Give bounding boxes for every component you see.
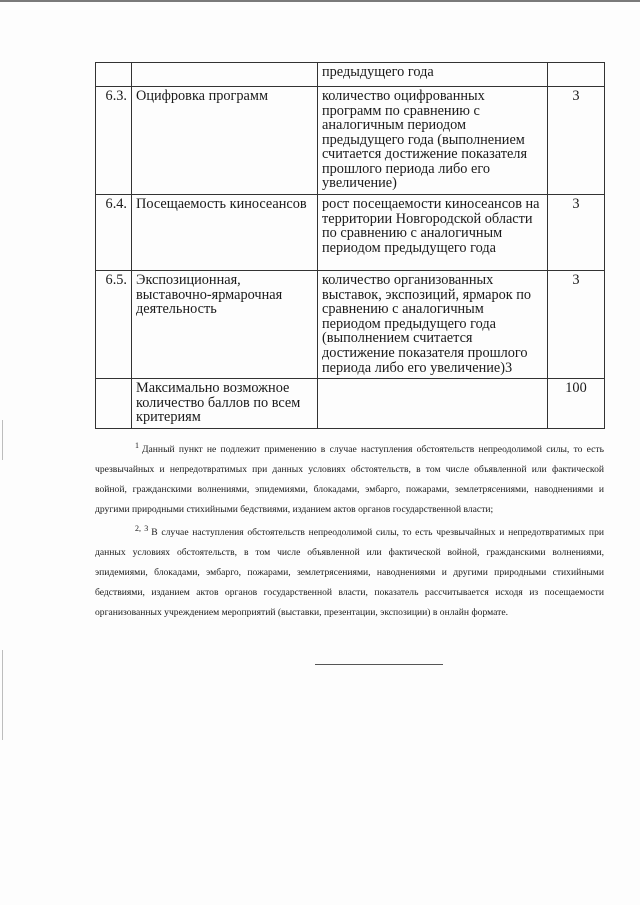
row-number (96, 63, 132, 87)
row-number: 6.5. (96, 271, 132, 379)
criterion-score: 100 (548, 379, 605, 429)
table-row-total (96, 379, 605, 429)
footnotes (95, 438, 604, 623)
criterion-description: количество оцифрованных программ по сравнению с аналогичным периодом предыдущего года (выполнением считается достижение показателя прошлого периода либо его увеличение) (318, 87, 548, 195)
criterion-description: рост посещаемости киносеансов на территории Новгородской области по сравнению с аналогичным периодом предыдущего года (318, 195, 548, 271)
row-number: 6.4. (96, 195, 132, 271)
footnote-text: В случае наступления обстоятельств непреодолимой силы, то есть чрезвычайных и непредотвратимых при данных условиях обстоятельств, в том числе объявленной или фактической войной, гражданскими волнениями, эпидемиями, блокадами, эмбарго, пожарами, землетрясениями, наводнениями и другими природными стихийными бедствиями, изданием актов органов государственной власти, показатель рассчитывается исходя из посещаемости организованных учреждением мероприятий (выставки, презентации, экспозиции) в онлайн формате. (95, 526, 605, 619)
table-row (96, 271, 605, 379)
criterion-description: предыдущего года (318, 63, 548, 87)
criterion-name: Оцифровка программ (132, 87, 318, 195)
footnote (95, 521, 604, 624)
table-row (96, 63, 605, 87)
end-separator-line (315, 664, 443, 665)
criterion-score: 3 (548, 271, 605, 379)
scan-top-edge (0, 0, 640, 2)
footnote (95, 438, 604, 521)
table-row (96, 195, 605, 271)
criterion-score: 3 (548, 195, 605, 271)
criterion-name: Посещаемость киносеансов (132, 195, 318, 271)
row-number: 6.3. (96, 87, 132, 195)
table-row (96, 87, 605, 195)
footnote-mark: 2, 3 (135, 523, 149, 533)
footnote-mark: 1 (135, 441, 139, 450)
scan-left-edge-mark (2, 650, 3, 740)
row-number (96, 379, 132, 429)
criterion-description (318, 379, 548, 429)
criteria-table (95, 62, 605, 429)
criterion-name: Максимально возможное количество баллов по всем критериям (132, 379, 318, 429)
footnote-text: Данный пункт не подлежит применению в случае наступления обстоятельств непреодолимой силы, то есть чрезвычайных и непредотвратимых при данных условиях обстоятельств, в том числе объявленной или фактической войной, гражданскими волнениями, эпидемиями, блокадами, эмбарго, пожарами, землетрясениями, наводнениями и другими природными стихийными бедствиями, изданием актов органов государственной власти; (95, 444, 604, 516)
scan-left-edge-mark (2, 420, 3, 460)
criterion-score (548, 63, 605, 87)
criterion-score: 3 (548, 87, 605, 195)
criterion-name (132, 63, 318, 87)
criterion-name: Экспозиционная, выставочно-ярмарочная деятельность (132, 271, 318, 379)
criterion-description: количество организованных выставок, экспозиций, ярмарок по сравнению с аналогичным периодом предыдущего года (выполнением считается достижение показателя прошлого периода либо его увеличение)3 (318, 271, 548, 379)
